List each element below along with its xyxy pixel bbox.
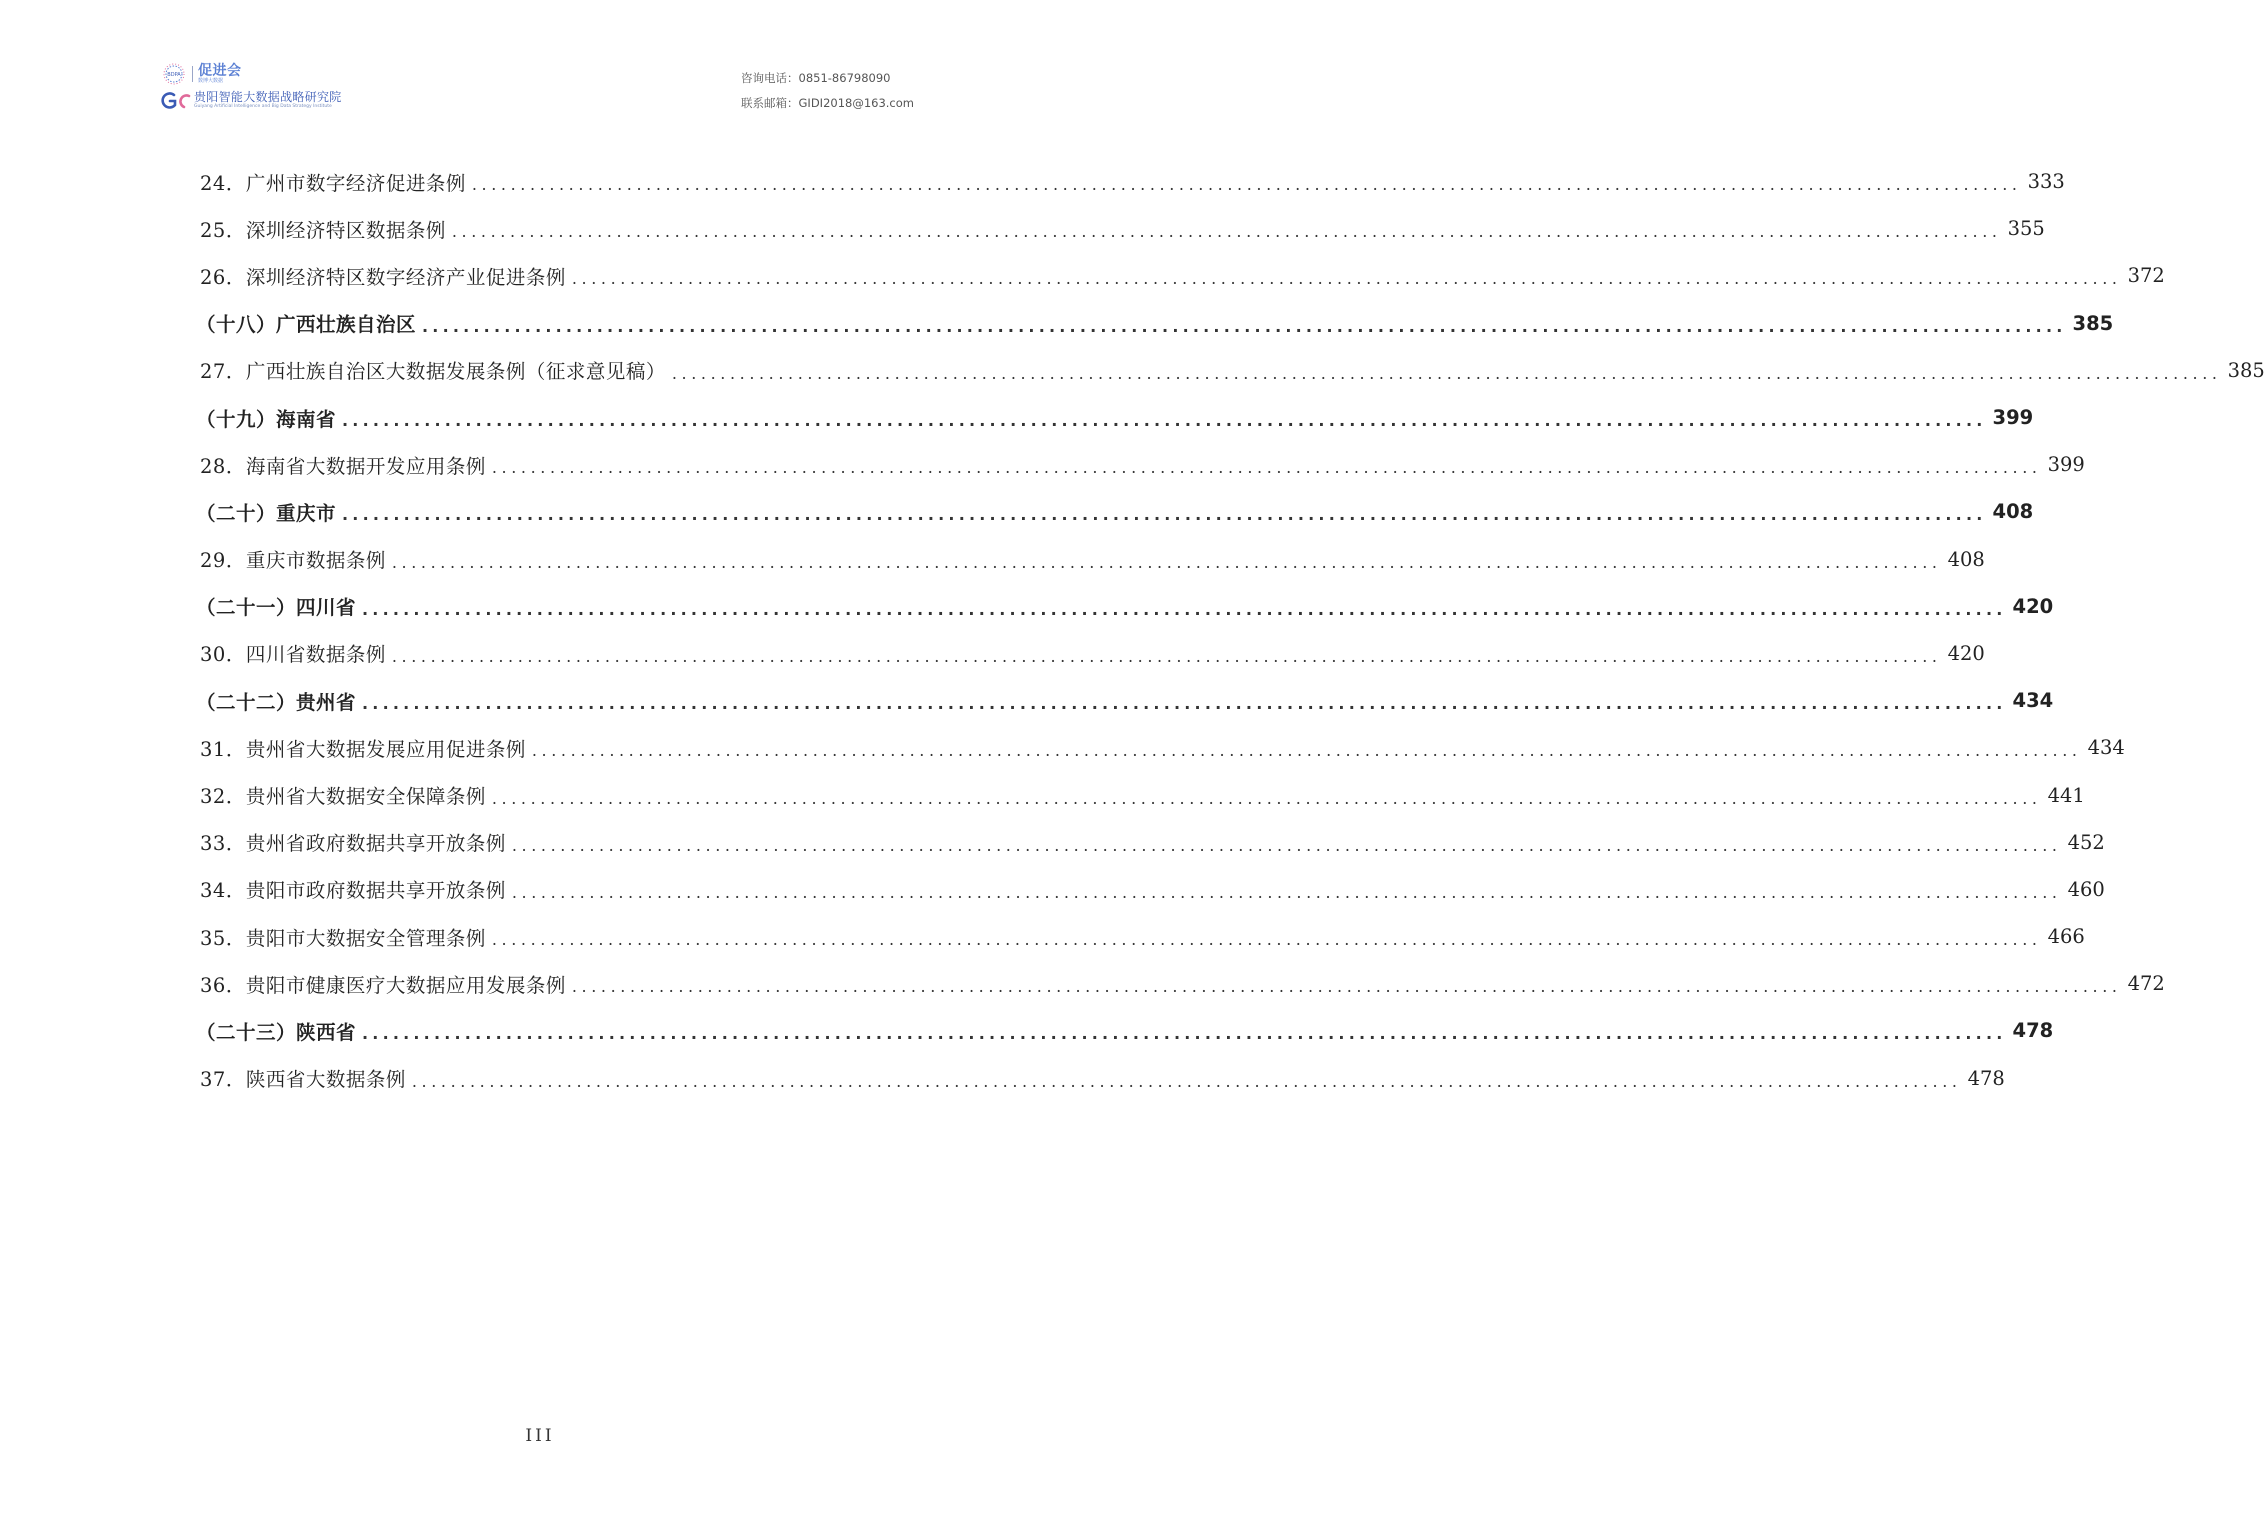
toc-leader-dots: ................................................................................................................................................................ (491, 788, 2042, 808)
toc-page-number: 441 (2047, 783, 2085, 807)
toc-leader-dots: ................................................................................................................................................................ (491, 458, 2042, 478)
toc-leader-dots: ................................................................................................................................................................ (362, 694, 2007, 714)
toc-page-number: 460 (2067, 877, 2105, 901)
promotion-association-logo (160, 62, 242, 86)
toc-leader-dots: ................................................................................................................................................................ (362, 1024, 2007, 1044)
toc-leader-dots: ................................................................................................................................................................ (471, 175, 2022, 195)
toc-section-row[interactable] (196, 583, 2054, 630)
toc-item-title: 25．深圳经济特区数据条例 (200, 218, 446, 242)
toc-page-number: 399 (2047, 453, 2085, 477)
toc-item-title: 30．四川省数据条例 (200, 643, 386, 667)
toc-item-title: 31．贵州省大数据发展应用促进条例 (200, 737, 526, 761)
contact-info (741, 66, 914, 116)
toc-page-number: 385 (2072, 311, 2114, 335)
toc-leader-dots: ................................................................................................................................................................ (671, 363, 2222, 383)
toc-section-title: （十九）海南省 (196, 407, 337, 431)
logo-divider (192, 66, 193, 82)
toc-leader-dots: ................................................................................................................................................................ (511, 882, 2062, 902)
toc-leader-dots: ................................................................................................................................................................ (571, 269, 2122, 289)
promotion-text-group (198, 64, 242, 84)
toc-item-title: 35．贵阳市大数据安全管理条例 (200, 926, 486, 950)
toc-leader-dots: ................................................................................................................................................................ (491, 930, 2042, 950)
toc-section-row[interactable] (196, 677, 2054, 724)
toc-page-number: 478 (1967, 1066, 2005, 1090)
toc-leader-dots: ................................................................................................................................................................ (342, 505, 1987, 525)
toc-page-number: 420 (2012, 594, 2054, 618)
toc-page-number: 472 (2127, 972, 2165, 996)
gs-logo-icon (160, 90, 192, 112)
toc-leader-dots: ................................................................................................................................................................ (342, 411, 1987, 431)
toc-leader-dots: ................................................................................................................................................................ (422, 316, 2067, 336)
toc-page-number: 466 (2047, 925, 2085, 949)
bdpa-logo-icon (160, 63, 188, 85)
promotion-association-sub: 数博大数据 (198, 78, 224, 84)
toc-section-row[interactable] (196, 300, 2114, 347)
toc-leader-dots: ................................................................................................................................................................ (571, 977, 2122, 997)
toc-item-title: 27．广西壮族自治区大数据发展条例（征求意见稿） (200, 360, 666, 384)
toc-page-number: 385 (2227, 358, 2265, 382)
toc-leader-dots: ................................................................................................................................................................ (391, 552, 1942, 572)
toc-leader-dots: ................................................................................................................................................................ (391, 646, 1942, 666)
toc-section-row[interactable] (196, 1007, 2054, 1054)
toc-page-number: 452 (2067, 830, 2105, 854)
toc-item-row[interactable] (196, 1055, 2005, 1102)
page-number: III (525, 1426, 555, 1446)
toc-item-title: 24．广州市数字经济促进条例 (200, 171, 466, 195)
toc-item-title: 26．深圳经济特区数字经济产业促进条例 (200, 265, 566, 289)
toc-section-title: （二十）重庆市 (196, 501, 337, 525)
toc-item-row[interactable] (196, 347, 2265, 394)
toc-item-row[interactable] (196, 724, 2125, 771)
promotion-association-name: 促进会 (198, 63, 242, 79)
toc-item-title: 32．贵州省大数据安全保障条例 (200, 785, 486, 809)
toc-section-row[interactable] (196, 394, 2034, 441)
toc-page-number: 372 (2127, 264, 2165, 288)
toc-item-title: 37．陕西省大数据条例 (200, 1068, 406, 1092)
toc-section-title: （二十二）贵州省 (196, 690, 357, 714)
toc-page-number: 478 (2012, 1019, 2054, 1043)
toc-leader-dots: ................................................................................................................................................................ (362, 599, 2007, 619)
toc-section-title: （十八）广西壮族自治区 (196, 313, 417, 337)
toc-item-title: 33．贵州省政府数据共享开放条例 (200, 832, 506, 856)
toc-page-number: 408 (1947, 547, 1985, 571)
toc-item-row[interactable] (196, 205, 2045, 252)
toc-page-number: 434 (2087, 736, 2125, 760)
table-of-contents (196, 158, 2265, 1102)
institute-name: 贵阳智能大数据战略研究院 (194, 90, 342, 104)
toc-item-row[interactable] (196, 441, 2085, 488)
contact-email: 联系邮箱：GIDI2018@163.com (741, 96, 914, 110)
toc-item-title: 29．重庆市数据条例 (200, 549, 386, 573)
toc-section-title: （二十一）四川省 (196, 596, 357, 620)
bdpa-text: BDPA (167, 72, 181, 78)
toc-item-title: 36．贵阳市健康医疗大数据应用发展条例 (200, 973, 566, 997)
header-logo (160, 62, 360, 114)
toc-item-title: 34．贵阳市政府数据共享开放条例 (200, 879, 506, 903)
toc-item-row[interactable] (196, 158, 2065, 205)
toc-page-number: 355 (2007, 217, 2045, 241)
contact-phone: 咨询电话：0851-86798090 (741, 71, 891, 85)
toc-item-title: 28．海南省大数据开发应用条例 (200, 454, 486, 478)
toc-item-row[interactable] (196, 630, 1985, 677)
toc-section-row[interactable] (196, 488, 2034, 535)
toc-page-number: 420 (1947, 641, 1985, 665)
toc-page-number: 333 (2027, 170, 2065, 194)
toc-leader-dots: ................................................................................................................................................................ (531, 741, 2082, 761)
toc-item-row[interactable] (196, 913, 2085, 960)
toc-page-number: 399 (1992, 406, 2034, 430)
toc-item-row[interactable] (196, 866, 2105, 913)
toc-page-number: 408 (1992, 500, 2034, 524)
toc-leader-dots: ................................................................................................................................................................ (511, 835, 2062, 855)
toc-page-number: 434 (2012, 689, 2054, 713)
toc-leader-dots: ................................................................................................................................................................ (451, 222, 2002, 242)
institute-logo (160, 90, 342, 112)
toc-leader-dots: ................................................................................................................................................................ (411, 1071, 1962, 1091)
toc-item-row[interactable] (196, 536, 1985, 583)
toc-item-row[interactable] (196, 252, 2165, 299)
toc-section-title: （二十三）陕西省 (196, 1020, 357, 1044)
toc-item-row[interactable] (196, 819, 2105, 866)
toc-item-row[interactable] (196, 771, 2085, 818)
toc-item-row[interactable] (196, 960, 2165, 1007)
institute-english-name: Guiyang Artificial Intelligence and Big Data Strategy Institute (194, 104, 332, 109)
